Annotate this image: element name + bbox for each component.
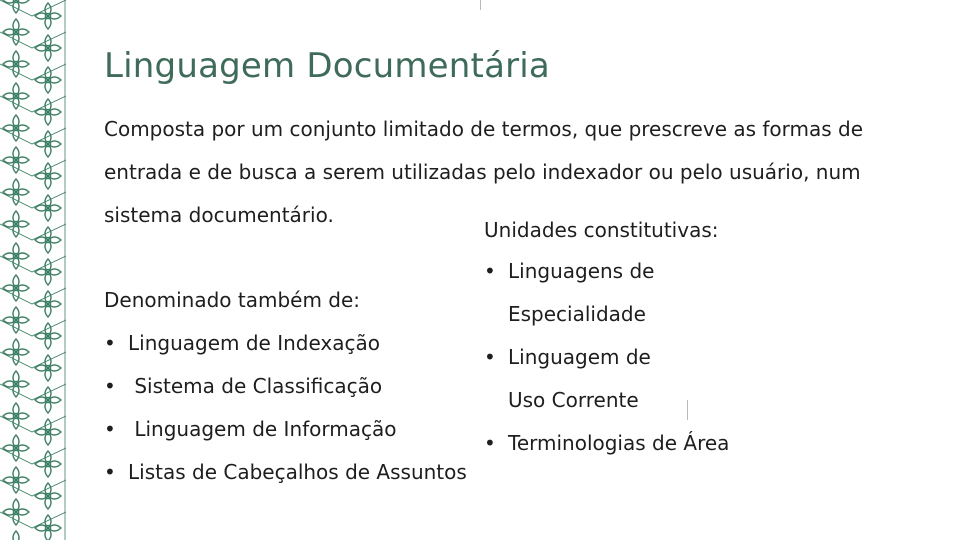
list-item: • Linguagens de Especialidade bbox=[484, 250, 658, 336]
left-bullet-list bbox=[104, 322, 467, 494]
decorative-pattern-strip bbox=[0, 0, 66, 540]
list-item: • Sistema de Classificação bbox=[104, 365, 467, 408]
right-column-heading: Unidades constitutivas: bbox=[484, 218, 719, 242]
list-item: • Linguagem de Uso Corrente bbox=[484, 336, 688, 422]
lattice-pattern-icon bbox=[0, 0, 66, 540]
list-item: • Terminologias de Área bbox=[484, 422, 754, 465]
right-bullet-list bbox=[484, 250, 754, 465]
list-item: • Listas de Cabeçalhos de Assuntos bbox=[104, 451, 467, 494]
left-column-heading: Denominado também de: bbox=[104, 288, 361, 312]
text-cursor-mark bbox=[480, 0, 481, 10]
lattice-pattern-group bbox=[0, 0, 66, 540]
intro-paragraph: Composta por um conjunto limitado de termos, que prescreve as formas de entrada e de busca a serem utilizadas pelo indexador ou pelo usuário, num sistema documentário. bbox=[104, 117, 864, 227]
slide-title: Linguagem Documentária bbox=[104, 46, 550, 86]
list-item: • Linguagem de Informação bbox=[104, 408, 467, 451]
text-cursor-mark bbox=[687, 400, 688, 420]
list-item: • Linguagem de Indexação bbox=[104, 322, 467, 365]
